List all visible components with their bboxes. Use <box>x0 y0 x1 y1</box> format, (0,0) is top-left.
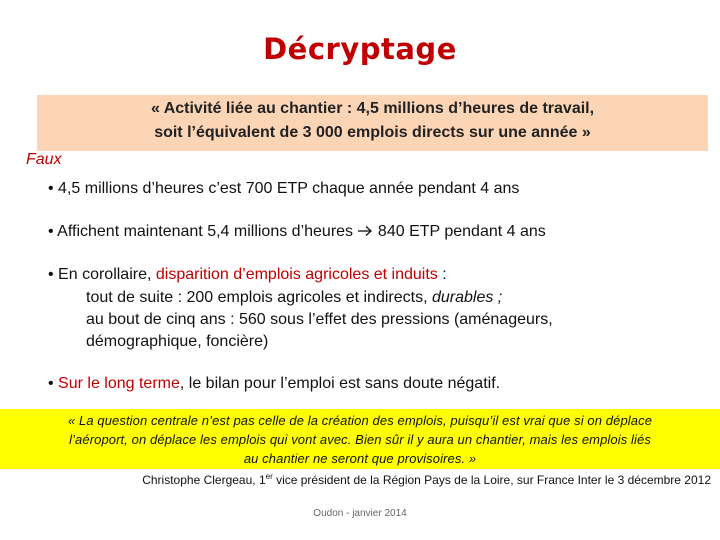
bullet-3-suffix: : <box>437 266 447 283</box>
slide-title: Décryptage <box>263 32 457 66</box>
bullet-4-prefix: • <box>48 375 59 392</box>
bullet-3-prefix: • En corollaire, <box>48 266 156 283</box>
bullet-3-highlight: disparition d’emplois agricoles et induits <box>155 266 438 283</box>
credit-superscript: er <box>265 472 273 481</box>
faux-label: Faux <box>26 151 62 168</box>
bullet-2-text-after: 840 ETP pendant 4 ans <box>373 223 546 240</box>
credit-before: Christophe Clergeau, 1 <box>142 473 266 487</box>
bullet-4-suffix: , le bilan pour l’emploi est sans doute négatif. <box>179 375 501 392</box>
bullet-3 <box>48 266 447 284</box>
bullet-2-text-before: • Affichent maintenant 5,4 millions d’heures <box>48 223 358 240</box>
quote-line-1: « Activité liée au chantier : 4,5 millions d’heures de travail, <box>150 100 595 117</box>
citation-credit <box>142 472 711 487</box>
quote-line-2: soit l’équivalent de 3 000 emplois directs sur une année » <box>154 124 591 141</box>
citation-line-1: « La question centrale n’est pas celle de la création des emplois, puisqu’il est vrai que si on déplace <box>67 413 653 428</box>
right-arrow-icon <box>357 224 373 236</box>
bullet-2 <box>48 223 546 241</box>
bullet-4-highlight: Sur le long terme <box>58 375 180 392</box>
bullet-3-sub-2: au bout de cinq ans : 560 sous l’effet des pressions (aménageurs, <box>86 311 553 328</box>
slide-footer: Oudon - janvier 2014 <box>313 508 407 519</box>
bullet-3-sub-1-italic: durables ; <box>431 289 503 306</box>
bullet-1: • 4,5 millions d’heures c’est 700 ETP chaque année pendant 4 ans <box>48 180 520 197</box>
bullet-3-sub-3: démographique, foncière) <box>86 333 269 350</box>
bullet-3-sub-1 <box>86 289 502 307</box>
citation-line-3: au chantier ne seront que provisoires. » <box>243 451 477 466</box>
bullet-4 <box>48 375 500 393</box>
citation-line-2: l’aéroport, on déplace les emplois qui vont avec. Bien sûr il y aura un chantier, mais les emplois liés <box>69 432 651 447</box>
bullet-3-sub-1-text: tout de suite : 200 emplois agricoles et indirects, <box>86 289 432 306</box>
credit-after: vice président de la Région Pays de la Loire, sur France Inter le 3 décembre 2012 <box>272 473 711 487</box>
